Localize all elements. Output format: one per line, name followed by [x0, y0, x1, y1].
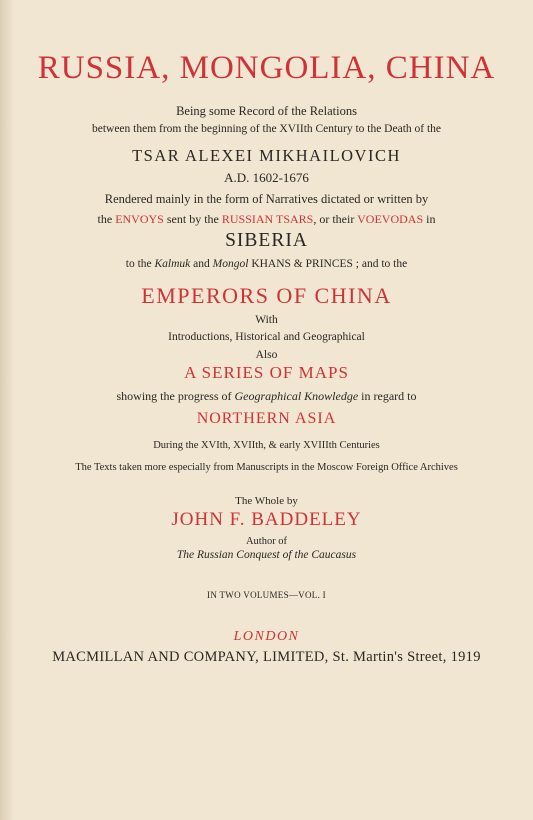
book-title: RUSSIA, MONGOLIA, CHINA [37, 50, 496, 86]
place-line [0, 629, 533, 645]
khans-text-3: KHANS & PRINCES ; and to the [248, 258, 408, 270]
progress-text-1: showing the progress of [116, 389, 235, 403]
envoys-word: ENVOYS [115, 212, 164, 226]
also-line: Also [255, 349, 278, 361]
khans-text-2: and [190, 258, 213, 270]
russian-tsars-word: RUSSIAN TSARS [221, 212, 314, 226]
envoys-text-2: sent by the [163, 212, 222, 226]
maps-heading: A SERIES OF MAPS [184, 363, 349, 382]
tsar-name: TSAR ALEXEI MIKHAILOVICH [132, 146, 401, 165]
author-of-line: Author of [245, 536, 288, 547]
place-text: LONDON [233, 629, 300, 644]
knowledge-phrase: Geographical Knowledge [234, 389, 359, 403]
rendered-line: Rendered mainly in the form of Narratives dictated or written by [104, 192, 429, 206]
subtitle-line-2: between them from the beginning of the XVIIth Century to the Death of the [91, 123, 442, 135]
other-work-text: The Russian Conquest of the Caucasus [176, 549, 357, 561]
centuries-line: During the XVIth, XVIIth, & early XVIIIth Centuries [153, 440, 380, 451]
mongol-word: Mongol [212, 258, 249, 270]
publisher-line: MACMILLAN AND COMPANY, LIMITED, St. Martin's Street, 1919 [52, 649, 481, 665]
progress-text-2: in regard to [358, 389, 417, 403]
voevodas-word: VOEVODAS [357, 212, 424, 226]
emperors-heading: EMPERORS OF CHINA [141, 283, 392, 308]
northern-asia-heading: NORTHERN ASIA [196, 410, 337, 427]
date-range: A.D. 1602-1676 [224, 170, 309, 185]
other-work-title [0, 549, 533, 561]
envoys-text-1: the [97, 212, 116, 226]
subtitle-line-1: Being some Record of the Relations [176, 104, 357, 118]
with-line: With [255, 314, 278, 326]
envoys-line [0, 212, 533, 227]
kalmuk-word: Kalmuk [154, 258, 191, 270]
progress-line [0, 389, 533, 404]
khans-line [0, 258, 533, 270]
texts-note: The Texts taken more especially from Manuscripts in the Moscow Foreign Office Archives [75, 462, 458, 473]
volumes-line: IN TWO VOLUMES—VOL. I [207, 590, 326, 600]
khans-text-1: to the [125, 258, 155, 270]
introductions-line: Introductions, Historical and Geographical [168, 331, 365, 343]
whole-by-line: The Whole by [235, 495, 298, 507]
envoys-text-4: in [423, 212, 436, 226]
author-name: JOHN F. BADDELEY [171, 509, 362, 530]
siberia-heading: SIBERIA [225, 230, 308, 251]
envoys-text-3: , or their [313, 212, 358, 226]
